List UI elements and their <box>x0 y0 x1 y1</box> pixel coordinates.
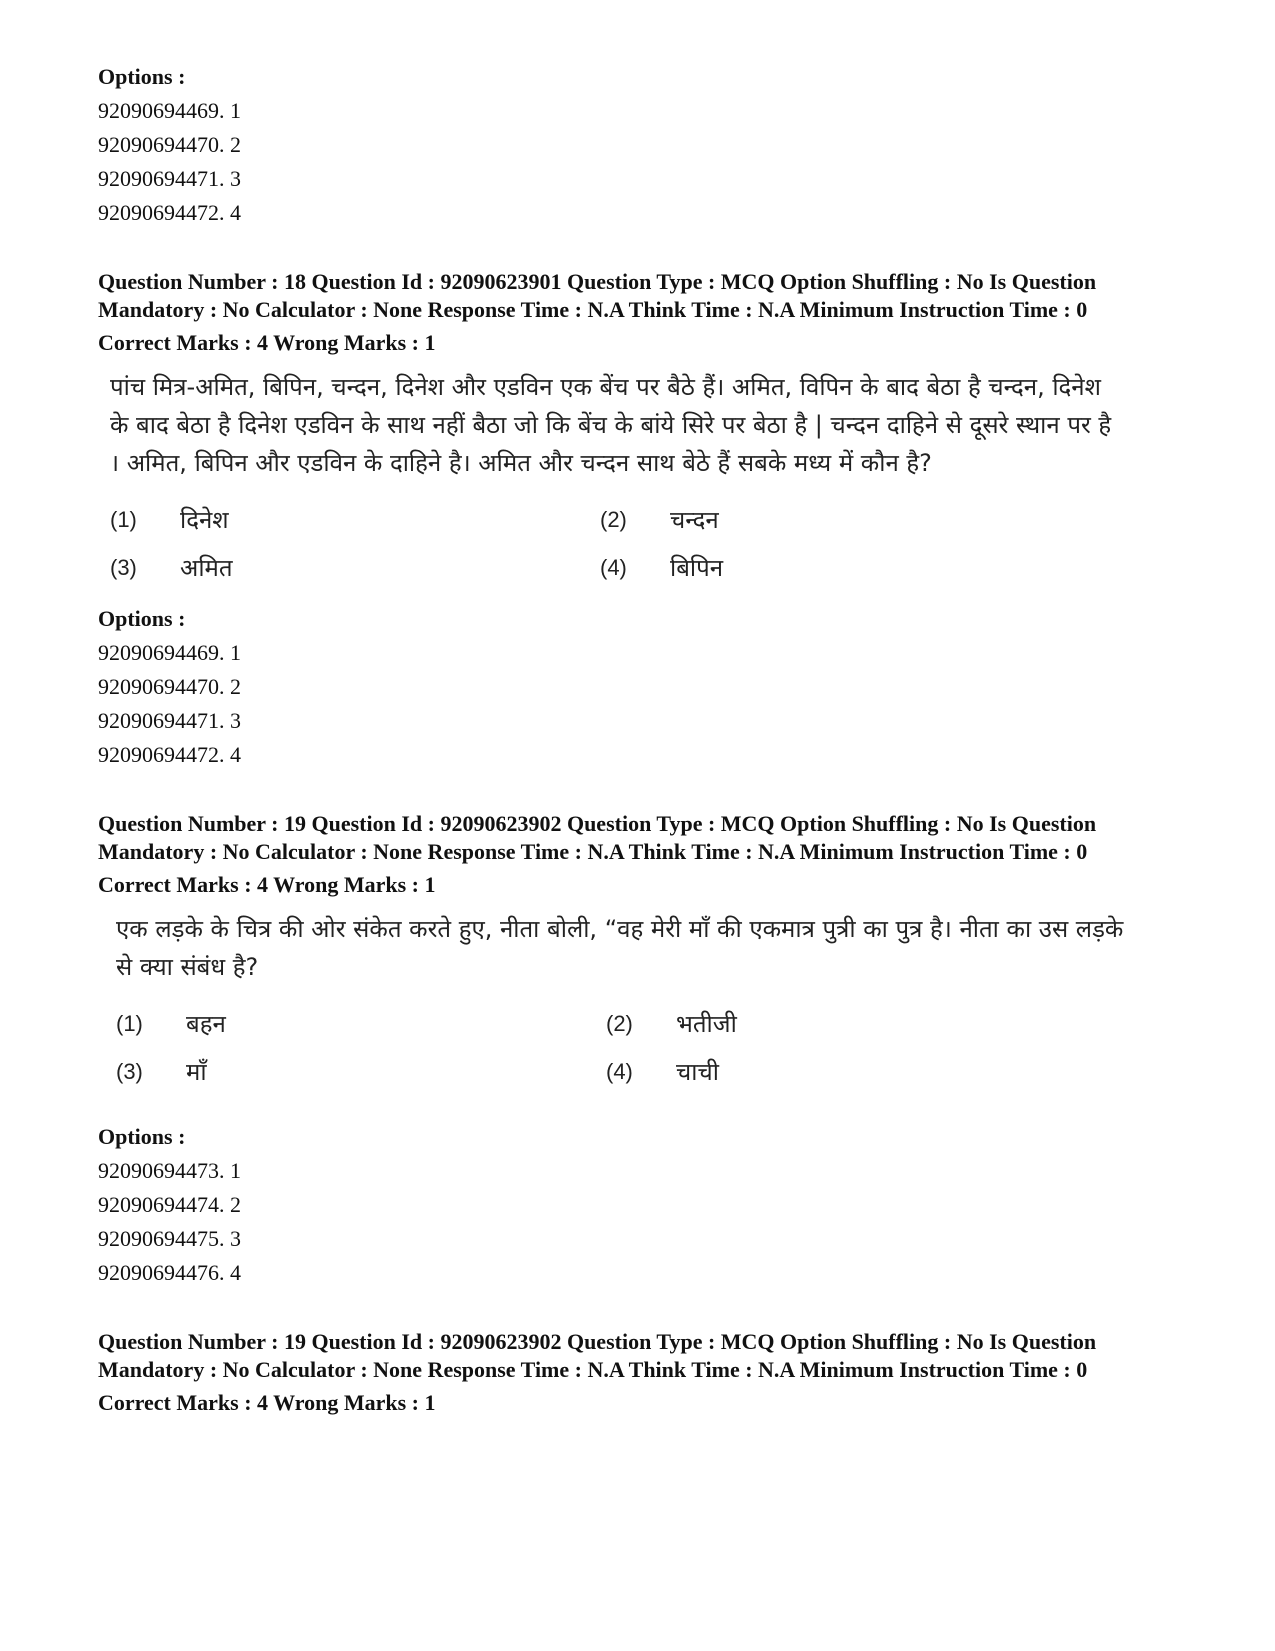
option-line: 92090694469. 1 <box>98 640 241 665</box>
question-text: एक लड़के के चित्र की ओर संकेत करते हुए, नीता बोली, “वह मेरी माँ की एकमात्र पुत्री का पुत्र है। नीता का उस लड़के से क्या संबंध है? <box>116 915 1124 981</box>
option-line: 92090694476. 4 <box>98 1260 241 1285</box>
choice-number: (2) <box>600 507 627 532</box>
option-line: 92090694471. 3 <box>98 166 241 191</box>
choice-number: (1) <box>110 507 137 532</box>
choice-text: बहन <box>186 1010 226 1038</box>
choice-item <box>606 1004 1016 1044</box>
option-line: 92090694470. 2 <box>98 674 241 699</box>
options-title: Options : <box>98 1124 186 1149</box>
option-line: 92090694475. 3 <box>98 1226 241 1251</box>
question-19 <box>98 810 1178 1290</box>
choice-item <box>116 1004 606 1044</box>
option-line: 92090694469. 1 <box>98 98 241 123</box>
option-line: 92090694470. 2 <box>98 132 241 157</box>
question-text: पांच मित्र-अमित, बिपिन, चन्दन, दिनेश और एडविन एक बेंच पर बैठे हैं। अमित, विपिन के बाद बेठा है चन्दन, दिनेश के बाद बेठा है दिनेश एडविन के साथ नहीं बैठा जो कि बेंच के बांये सिरे पर बेठा है | चन्दन दाहिने से दूसरे स्थान पर है । अमित, बिपिन और एडविन के दाहिने है। अमित और चन्दन साथ बेठे हैं सबके मध्य में कौन है? <box>110 373 1112 477</box>
options-block-top <box>98 60 1178 230</box>
choice-item <box>600 500 1010 540</box>
question-marks: Correct Marks : 4 Wrong Marks : 1 <box>98 1390 436 1415</box>
question-marks: Correct Marks : 4 Wrong Marks : 1 <box>98 330 436 355</box>
question-choices <box>98 500 1010 588</box>
choice-number: (4) <box>600 555 627 580</box>
options-block <box>98 602 1178 772</box>
option-line: 92090694473. 1 <box>98 1158 241 1183</box>
choice-text: चाची <box>676 1058 719 1086</box>
question-18 <box>98 268 1178 772</box>
choice-item <box>110 548 600 588</box>
options-title: Options : <box>98 606 186 631</box>
choice-text: दिनेश <box>180 506 229 534</box>
choice-number: (3) <box>110 555 137 580</box>
option-line: 92090694471. 3 <box>98 708 241 733</box>
options-block <box>98 1120 1178 1290</box>
question-header: Question Number : 19 Question Id : 92090623902 Question Type : MCQ Option Shuffling : No Is Question Mandatory : No Calculator : None Response Time : N.A Think Time : N.A Minimum Instruction Time : 0 <box>98 1329 1097 1382</box>
choice-item <box>110 500 600 540</box>
option-line: 92090694474. 2 <box>98 1192 241 1217</box>
question-19-repeat <box>98 1328 1178 1418</box>
choice-text: भतीजी <box>676 1010 737 1038</box>
choice-text: चन्दन <box>670 506 719 534</box>
option-line: 92090694472. 4 <box>98 742 241 767</box>
choice-item <box>600 548 1010 588</box>
options-title: Options : <box>98 64 186 89</box>
choice-number: (2) <box>606 1011 633 1036</box>
document-page <box>98 60 1178 1418</box>
option-line: 92090694472. 4 <box>98 200 241 225</box>
choice-text: अमित <box>180 554 233 582</box>
question-choices <box>98 1004 1016 1092</box>
question-marks: Correct Marks : 4 Wrong Marks : 1 <box>98 872 436 897</box>
choice-number: (1) <box>116 1011 143 1036</box>
choice-text: बिपिन <box>670 554 724 582</box>
choice-number: (4) <box>606 1059 633 1084</box>
choice-text: माँ <box>186 1058 207 1086</box>
question-header: Question Number : 19 Question Id : 92090623902 Question Type : MCQ Option Shuffling : No Is Question Mandatory : No Calculator : None Response Time : N.A Think Time : N.A Minimum Instruction Time : 0 <box>98 811 1097 864</box>
choice-item <box>116 1052 606 1092</box>
question-header: Question Number : 18 Question Id : 92090623901 Question Type : MCQ Option Shuffling : No Is Question Mandatory : No Calculator : None Response Time : N.A Think Time : N.A Minimum Instruction Time : 0 <box>98 269 1097 322</box>
choice-item <box>606 1052 1016 1092</box>
choice-number: (3) <box>116 1059 143 1084</box>
